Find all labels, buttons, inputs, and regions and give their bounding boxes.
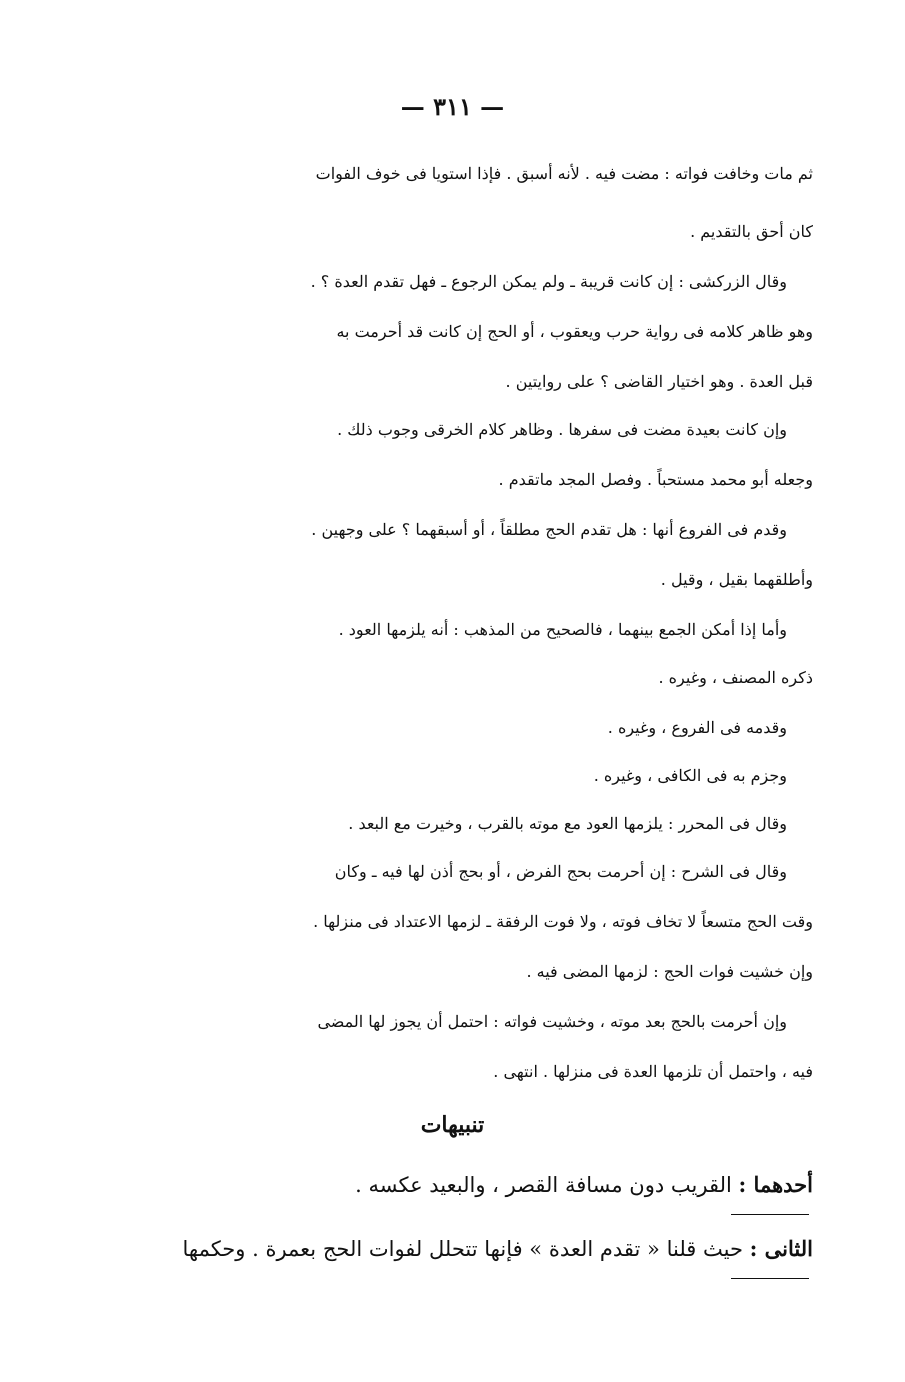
text-line: وهو ظاهر كلامه فى رواية حرب ويعقوب ، أو الحج إن كانت قد أحرمت به: [336, 322, 813, 341]
text-line: كان أحق بالتقديم .: [690, 222, 813, 241]
text-line: فيه ، واحتمل أن تلزمها العدة فى منزلها . انتهى .: [493, 1062, 813, 1081]
text-line: وإن كانت بعيدة مضت فى سفرها . وظاهر كلام الخرقى وجوب ذلك .: [337, 420, 787, 439]
section-heading: تنبيهات: [420, 1112, 485, 1138]
text-line: وجزم به فى الكافى ، وغيره .: [593, 766, 787, 785]
text-line: قبل العدة . وهو اختيار القاضى ؟ على روايتين .: [505, 372, 813, 391]
text-line: وجعله أبو محمد مستحباً . وفصل المجد ماتقدم .: [498, 470, 813, 489]
page-number: — ٣١١ —: [400, 92, 505, 121]
separator-rule: [731, 1214, 809, 1215]
note-first: [355, 1172, 813, 1197]
text-line: وأما إذا أمكن الجمع بينهما ، فالصحيح من المذهب : أنه يلزمها العود .: [338, 620, 787, 639]
separator-rule: [731, 1278, 809, 1279]
text-line: وقت الحج متسعاً لا تخاف فوته ، ولا فوت الرفقة ـ لزمها الاعتداد فى منزلها .: [313, 912, 813, 931]
note-second: [182, 1236, 813, 1261]
text-line: ثم مات وخافت فواته : مضت فيه . لأنه أسبق . فإذا استويا فى خوف الفوات: [315, 164, 813, 183]
text-line: وقدمه فى الفروع ، وغيره .: [607, 718, 787, 737]
note-text: حيث قلنا « تقدم العدة » فإنها تتحلل لفوات الحج بعمرة . وحكمها: [182, 1237, 750, 1261]
text-line: وقال الزركشى : إن كانت قريبة ـ ولم يمكن الرجوع ـ فهل تقدم العدة ؟ .: [310, 272, 787, 291]
text-line: وقال فى المحرر : يلزمها العود مع موته بالقرب ، وخيرت مع البعد .: [348, 814, 787, 833]
note-label: أحدهما :: [738, 1172, 813, 1197]
text-line: وقال فى الشرح : إن أحرمت بحج الفرض ، أو بحج أذن لها فيه ـ وكان: [334, 862, 787, 881]
text-line: ذكره المصنف ، وغيره .: [658, 668, 813, 687]
note-label: الثانى :: [749, 1236, 813, 1261]
text-line: وإن خشيت فوات الحج : لزمها المضى فيه .: [526, 962, 813, 981]
text-line: وقدم فى الفروع أنها : هل تقدم الحج مطلقاً ، أو أسبقهما ؟ على وجهين .: [311, 520, 787, 539]
note-text: القريب دون مسافة القصر ، والبعيد عكسه .: [355, 1173, 739, 1197]
text-line: وإن أحرمت بالحج بعد موته ، وخشيت فواته : احتمل أن يجوز لها المضى: [317, 1012, 787, 1031]
text-line: وأطلقهما بقيل ، وقيل .: [660, 570, 813, 589]
